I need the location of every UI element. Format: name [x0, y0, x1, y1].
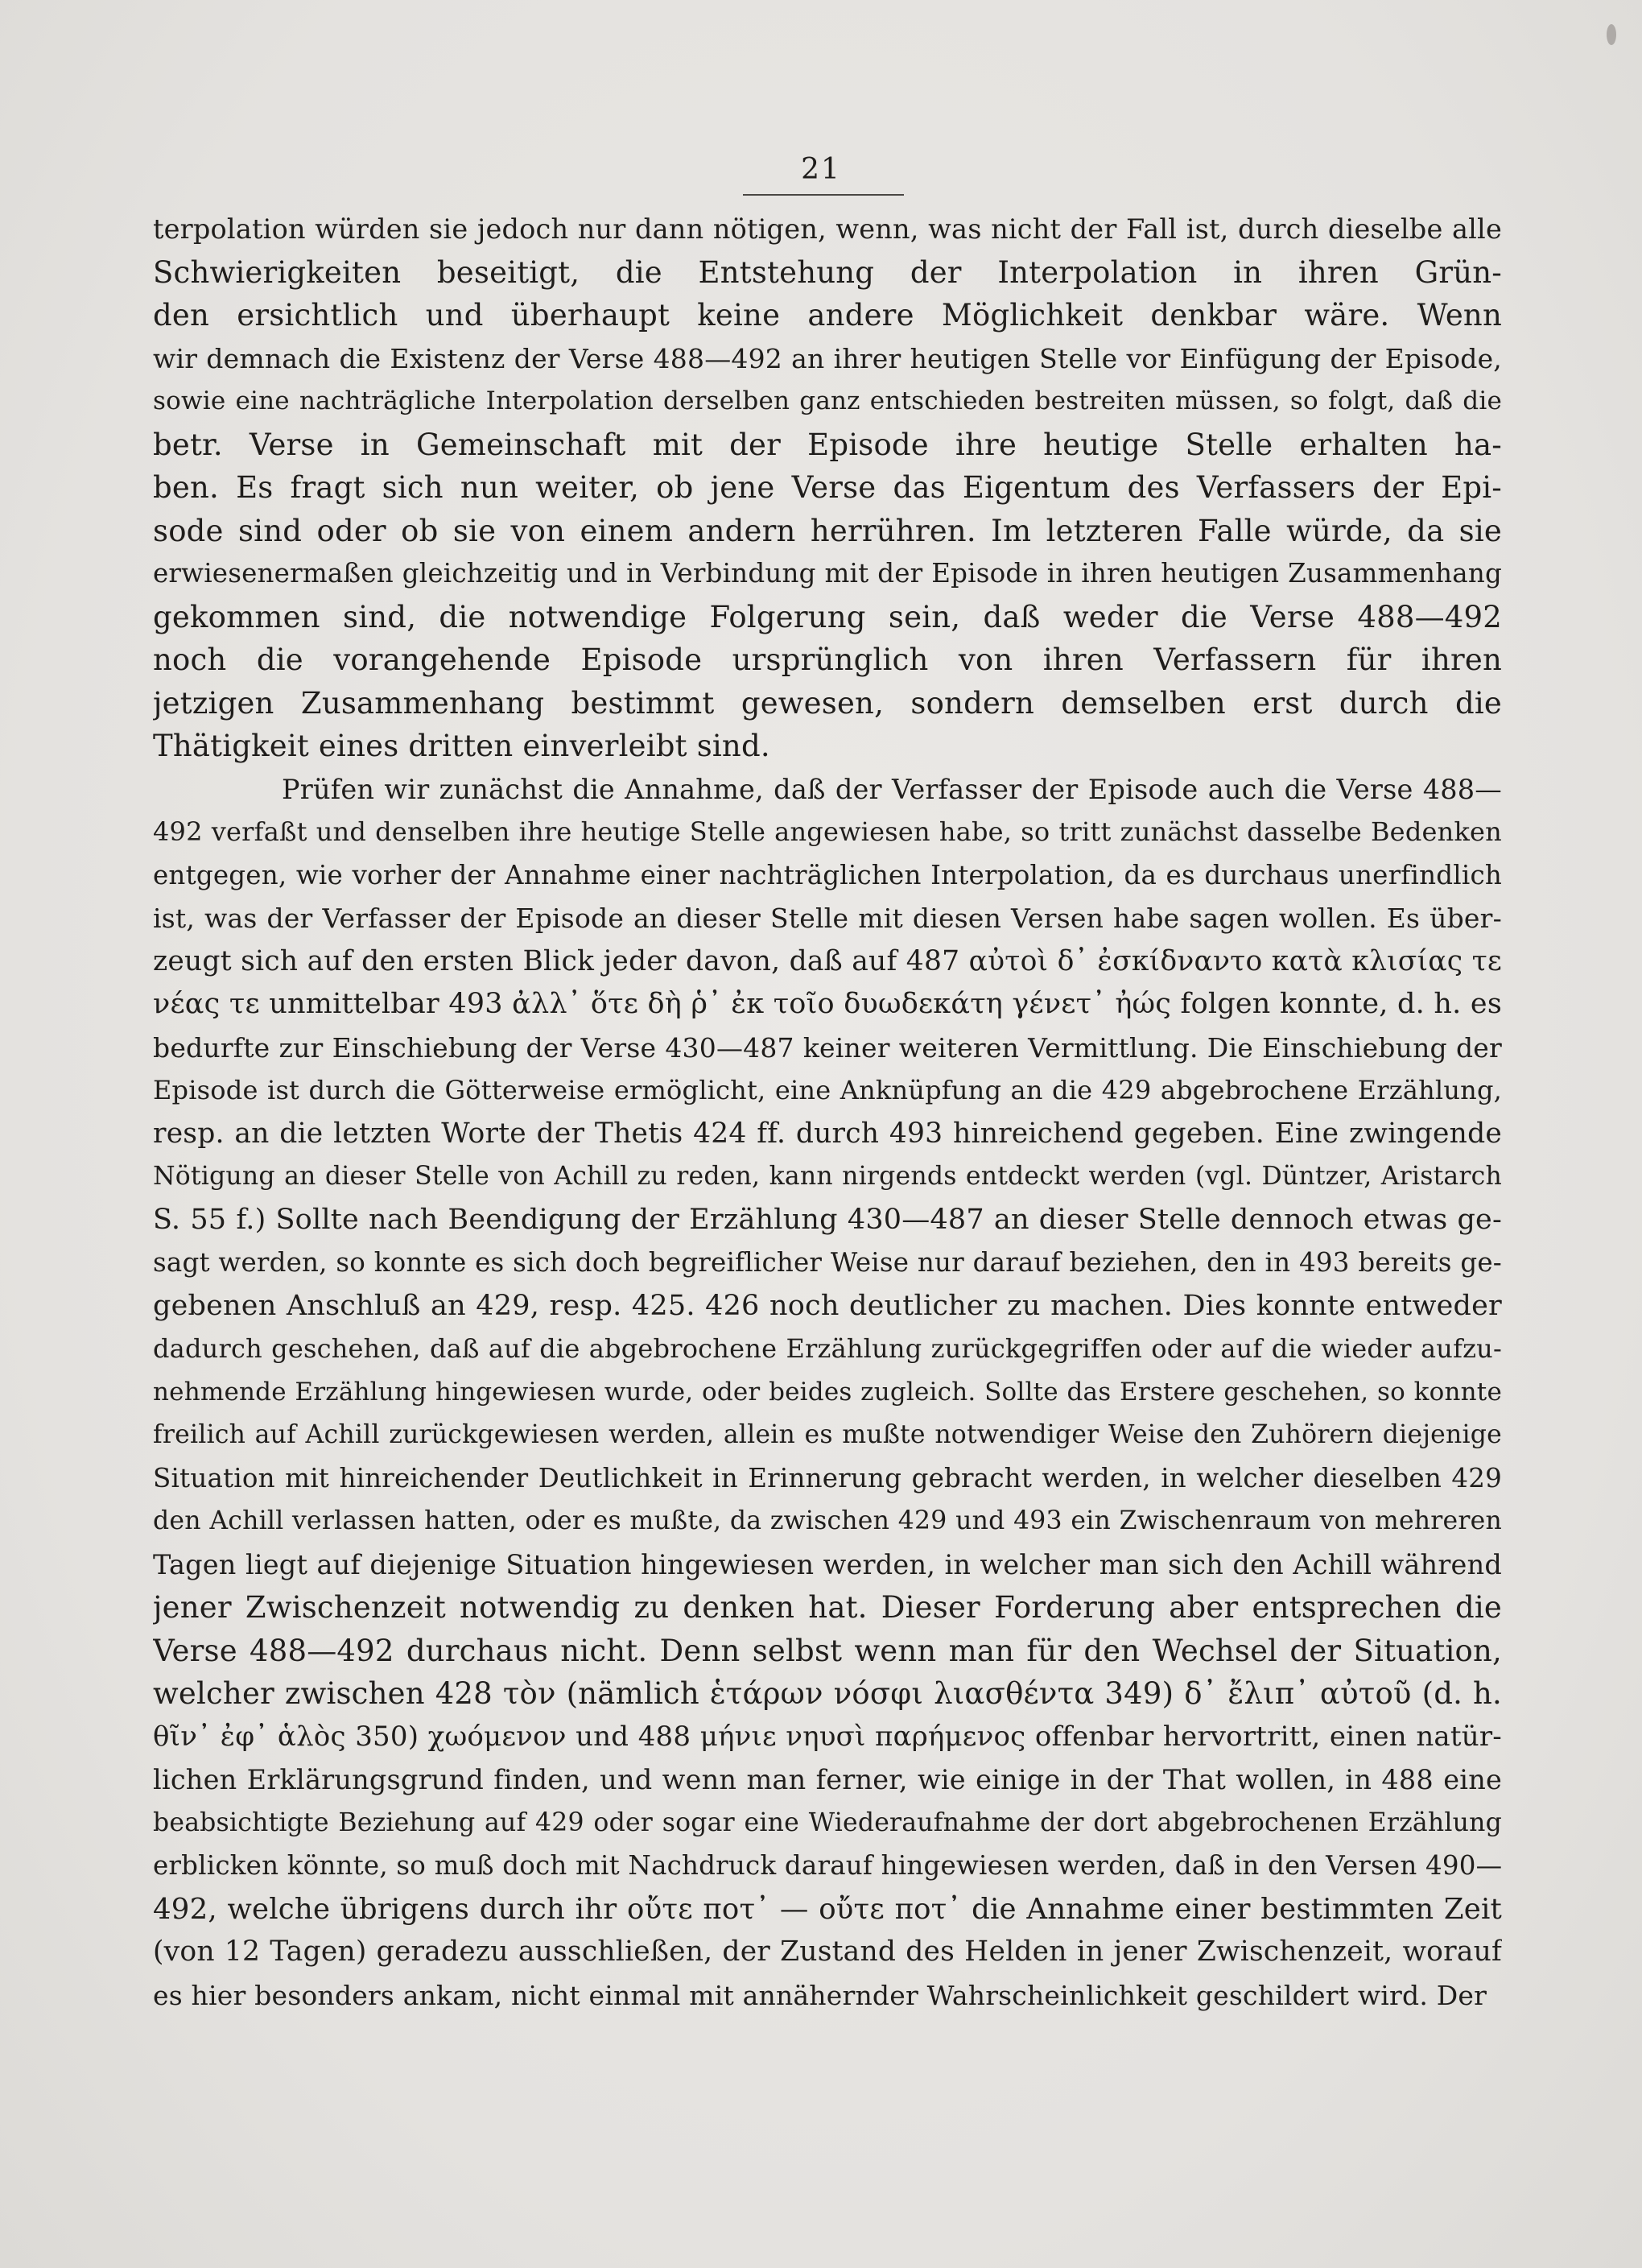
text-line: Prüfen wir zunächst die Annahme, daß der Verfasser der Episode auch die Verse 488—	[282, 773, 1502, 805]
text-line: ist, was der Verfasser der Episode an dieser Stelle mit diesen Versen habe sagen wollen. Es über-	[153, 903, 1502, 934]
text-line: θῖν᾽ ἐφ᾽ ἁλὸς 350) χωόμενον und 488 μήνιε νηυσὶ παρήμενος offenbar hervortritt, einen natür-	[153, 1720, 1502, 1753]
text-line: betr. Verse in Gemeinschaft mit der Episode ihre heutige Stelle erhalten ha-	[153, 427, 1502, 462]
text-line: bedurfte zur Einschiebung der Verse 430—487 keiner weiteren Vermittlung. Die Einschiebung der	[153, 1031, 1502, 1064]
text-line: sode sind oder ob sie von einem andern herrühren. Im letzteren Falle würde, da sie	[153, 513, 1502, 548]
text-line: Schwierigkeiten beseitigt, die Entstehung der Interpolation in ihren Grün-	[153, 254, 1502, 290]
text-line: gekommen sind, die notwendige Folgerung sein, daß weder die Verse 488—492	[153, 599, 1502, 634]
text-line: (von 12 Tagen) geradezu ausschließen, der Zustand des Helden in jener Zwischenzeit, worauf	[153, 1935, 1502, 1968]
text-line: Episode ist durch die Götterweise ermöglicht, eine Anknüpfung an die 429 abgebrochene Erzählung,	[153, 1075, 1502, 1105]
text-line: ben. Es fragt sich nun weiter, ob jene Verse das Eigentum des Verfassers der Epi-	[153, 470, 1502, 505]
text-line: Verse 488—492 durchaus nicht. Denn selbst wenn man für den Wechsel der Situation,	[153, 1633, 1502, 1668]
text-line: terpolation würden sie jedoch nur dann nötigen, wenn, was nicht der Fall ist, durch dieselbe alle	[153, 213, 1502, 245]
text-line: erwiesenermaßen gleichzeitig und in Verbindung mit der Episode in ihren heutigen Zusammenhang	[153, 558, 1502, 589]
text-line: beabsichtigte Beziehung auf 429 oder sogar eine Wiederaufnahme der dort abgebrochenen Erzählung	[153, 1807, 1502, 1837]
text-line: 492, welche übrigens durch ihr οὔτε ποτ᾽ — οὔτε ποτ᾽ die Annahme einer bestimmten Zeit	[153, 1892, 1502, 1926]
text-line: dadurch geschehen, daß auf die abgebrochene Erzählung zurückgegriffen oder auf die wieder aufzu-	[153, 1333, 1502, 1364]
text-line: nehmende Erzählung hingewiesen wurde, oder beides zugleich. Sollte das Erstere geschehen, so konnte	[153, 1377, 1502, 1407]
text-line: entgegen, wie vorher der Annahme einer nachträglichen Interpolation, da es durchaus unerfindlich	[153, 859, 1502, 890]
ink-mark	[1607, 24, 1616, 45]
text-line: erblicken könnte, so muß doch mit Nachdruck darauf hingewiesen werden, daß in den Versen 490—	[153, 1850, 1502, 1881]
text-line: den ersichtlich und überhaupt keine andere Möglichkeit denkbar wäre. Wenn	[153, 298, 1502, 333]
paragraph-2	[153, 768, 1502, 2018]
text-line: Tagen liegt auf diejenige Situation hingewiesen werden, in welcher man sich den Achill während	[153, 1548, 1502, 1580]
text-line: sowie eine nachträgliche Interpolation derselben ganz entschieden bestreiten müssen, so folgt, daß die	[153, 386, 1502, 415]
text-line: resp. an die letzten Worte der Thetis 424 ff. durch 493 hinreichend gegeben. Eine zwingende	[153, 1117, 1502, 1150]
page-number: 21	[801, 153, 841, 186]
header-rule	[743, 194, 904, 196]
text-line: es hier besonders ankam, nicht einmal mit annähernder Wahrscheinlichkeit geschildert wird. Der	[153, 1979, 1487, 2011]
text-line: Situation mit hinreichender Deutlichkeit in Erinnerung gebracht werden, in welcher dieselben 429	[153, 1462, 1502, 1493]
text-line: welcher zwischen 428 τὸν (nämlich ἑτάρων νόσφι λιασθέντα 349) δ᾽ ἔλιπ᾽ αὐτοῦ (d. h.	[153, 1676, 1502, 1711]
text-line: sagt werden, so konnte es sich doch begreiflicher Weise nur darauf beziehen, den in 493 bereits ge-	[153, 1247, 1502, 1278]
text-line: jetzigen Zusammenhang bestimmt gewesen, sondern demselben erst durch die	[153, 685, 1502, 721]
text-line: S. 55 f.) Sollte nach Beendigung der Erzählung 430—487 an dieser Stelle dennoch etwas ge-	[153, 1203, 1502, 1236]
text-line: νέας τε unmittelbar 493 ἀλλ᾽ ὅτε δὴ ῥ᾽ ἐκ τοῖο δυωδεκάτη γένετ᾽ ἠώς folgen konnte, d. h. es	[153, 988, 1502, 1020]
text-line: jener Zwischenzeit notwendig zu denken hat. Dieser Forderung aber entsprechen die	[153, 1590, 1502, 1625]
text-line: zeugt sich auf den ersten Blick jeder davon, daß auf 487 αὐτοὶ δ᾽ ἐσκίδναντο κατὰ κλισίας τε	[153, 944, 1502, 977]
text-line: wir demnach die Existenz der Verse 488—492 an ihrer heutigen Stelle vor Einfügung der Episode,	[153, 342, 1502, 374]
paragraph-1	[153, 208, 1502, 768]
text-line: noch die vorangehende Episode ursprünglich von ihren Verfassern für ihren	[153, 642, 1502, 677]
text-line: 492 verfaßt und denselben ihre heutige Stelle angewiesen habe, so tritt zunächst dasselbe Bedenken	[153, 816, 1502, 847]
text-line: freilich auf Achill zurückgewiesen werden, allein es mußte notwendiger Weise den Zuhörern diejenige	[153, 1420, 1502, 1449]
text-line: lichen Erklärungsgrund finden, und wenn man ferner, wie einige in der That wollen, in 488 eine	[153, 1764, 1502, 1795]
text-line: gebenen Anschluß an 429, resp. 425. 426 noch deutlicher zu machen. Dies konnte entweder	[153, 1289, 1502, 1322]
body-text	[153, 208, 1502, 2017]
text-line: den Achill verlassen hatten, oder es mußte, da zwischen 429 und 493 ein Zwischenraum von mehreren	[153, 1506, 1502, 1535]
text-line: Nötigung an dieser Stelle von Achill zu reden, kann nirgends entdeckt werden (vgl. Düntzer, Aristarch	[153, 1162, 1502, 1191]
text-line: Thätigkeit eines dritten einverleibt sind.	[153, 729, 770, 763]
